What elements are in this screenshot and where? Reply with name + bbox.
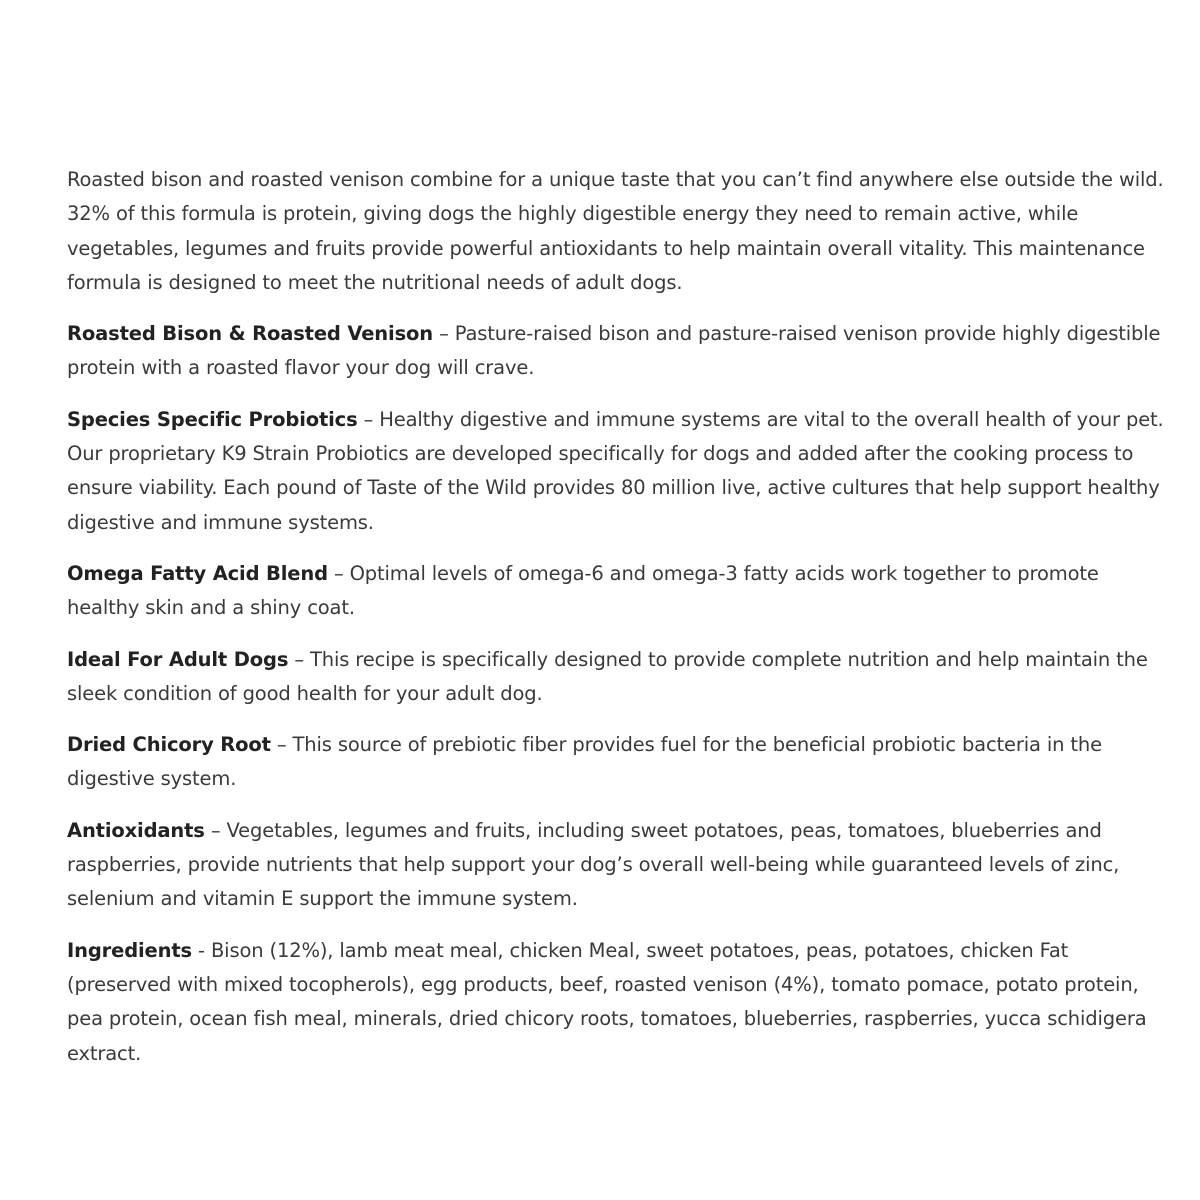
feature-antioxidants: [67, 814, 1167, 917]
feature-separator: –: [204, 818, 227, 842]
feature-separator: –: [288, 647, 310, 671]
feature-term: Species Specific Probiotics: [67, 407, 358, 431]
feature-text: Bison (12%), lamb meat meal, chicken Meal, sweet potatoes, peas, potatoes, chicken Fat (preserved with mixed tocopherols), egg products, beef, roasted venison (4%), tomato pomace, potato protein, pea protein, ocean fish meal, minerals, dried chicory roots, tomatoes, blueberries, raspberries, yucca schidigera extract.: [67, 938, 1147, 1065]
feature-term: Omega Fatty Acid Blend: [67, 561, 328, 585]
feature-separator: -: [191, 938, 211, 962]
feature-dried-chicory-root: [67, 728, 1167, 797]
feature-separator: –: [327, 561, 350, 585]
feature-separator: –: [433, 322, 455, 346]
feature-term: Ideal For Adult Dogs: [67, 647, 289, 671]
feature-text: Optimal levels of omega-6 and omega-3 fatty acids work together to promote healthy skin and a shiny coat.: [67, 561, 1099, 620]
feature-roasted-bison-venison: [67, 317, 1167, 386]
feature-text: This recipe is specifically designed to provide complete nutrition and help maintain the sleek condition of good health for your adult dog.: [67, 647, 1148, 705]
feature-ideal-for-adult-dogs: [67, 643, 1167, 712]
feature-text: Pasture-raised bison and pasture-raised venison provide highly digestible protein with a roasted flavor your dog will crave.: [67, 322, 1161, 380]
feature-separator: –: [357, 407, 380, 431]
product-description: [67, 163, 1167, 1088]
feature-separator: –: [270, 733, 293, 757]
feature-ingredients: [67, 934, 1167, 1071]
intro-paragraph: Roasted bison and roasted venison combine for a unique taste that you can’t find anywhere else outside the wild. 32% of this formula is protein, giving dogs the highly digestible energy they need to remain active, while vegetables, legumes and fruits provide powerful antioxidants to help maintain overall vitality. This maintenance formula is designed to meet the nutritional needs of adult dogs.: [67, 168, 1164, 294]
feature-omega-fatty-acid-blend: [67, 557, 1167, 626]
feature-term: Ingredients: [67, 938, 192, 962]
feature-species-specific-probiotics: [67, 403, 1167, 540]
feature-text: This source of prebiotic fiber provides fuel for the beneficial probiotic bacteria in the digestive system.: [67, 733, 1102, 791]
feature-term: Roasted Bison & Roasted Venison: [67, 322, 434, 346]
feature-text: Healthy digestive and immune systems are vital to the overall health of your pet. Our proprietary K9 Strain Probiotics are developed specifically for dogs and added after the cooking process to ensure viability. Each pound of Taste of the Wild provides 80 million live, active cultures that help support healthy digestive and immune systems.: [67, 407, 1164, 534]
feature-term: Antioxidants: [67, 818, 205, 842]
feature-text: Vegetables, legumes and fruits, including sweet potatoes, peas, tomatoes, blueberries and raspberries, provide nutrients that help support your dog’s overall well-being while guaranteed levels of zinc, selenium and vitamin E support the immune system.: [67, 818, 1120, 911]
feature-term: Dried Chicory Root: [67, 733, 271, 757]
